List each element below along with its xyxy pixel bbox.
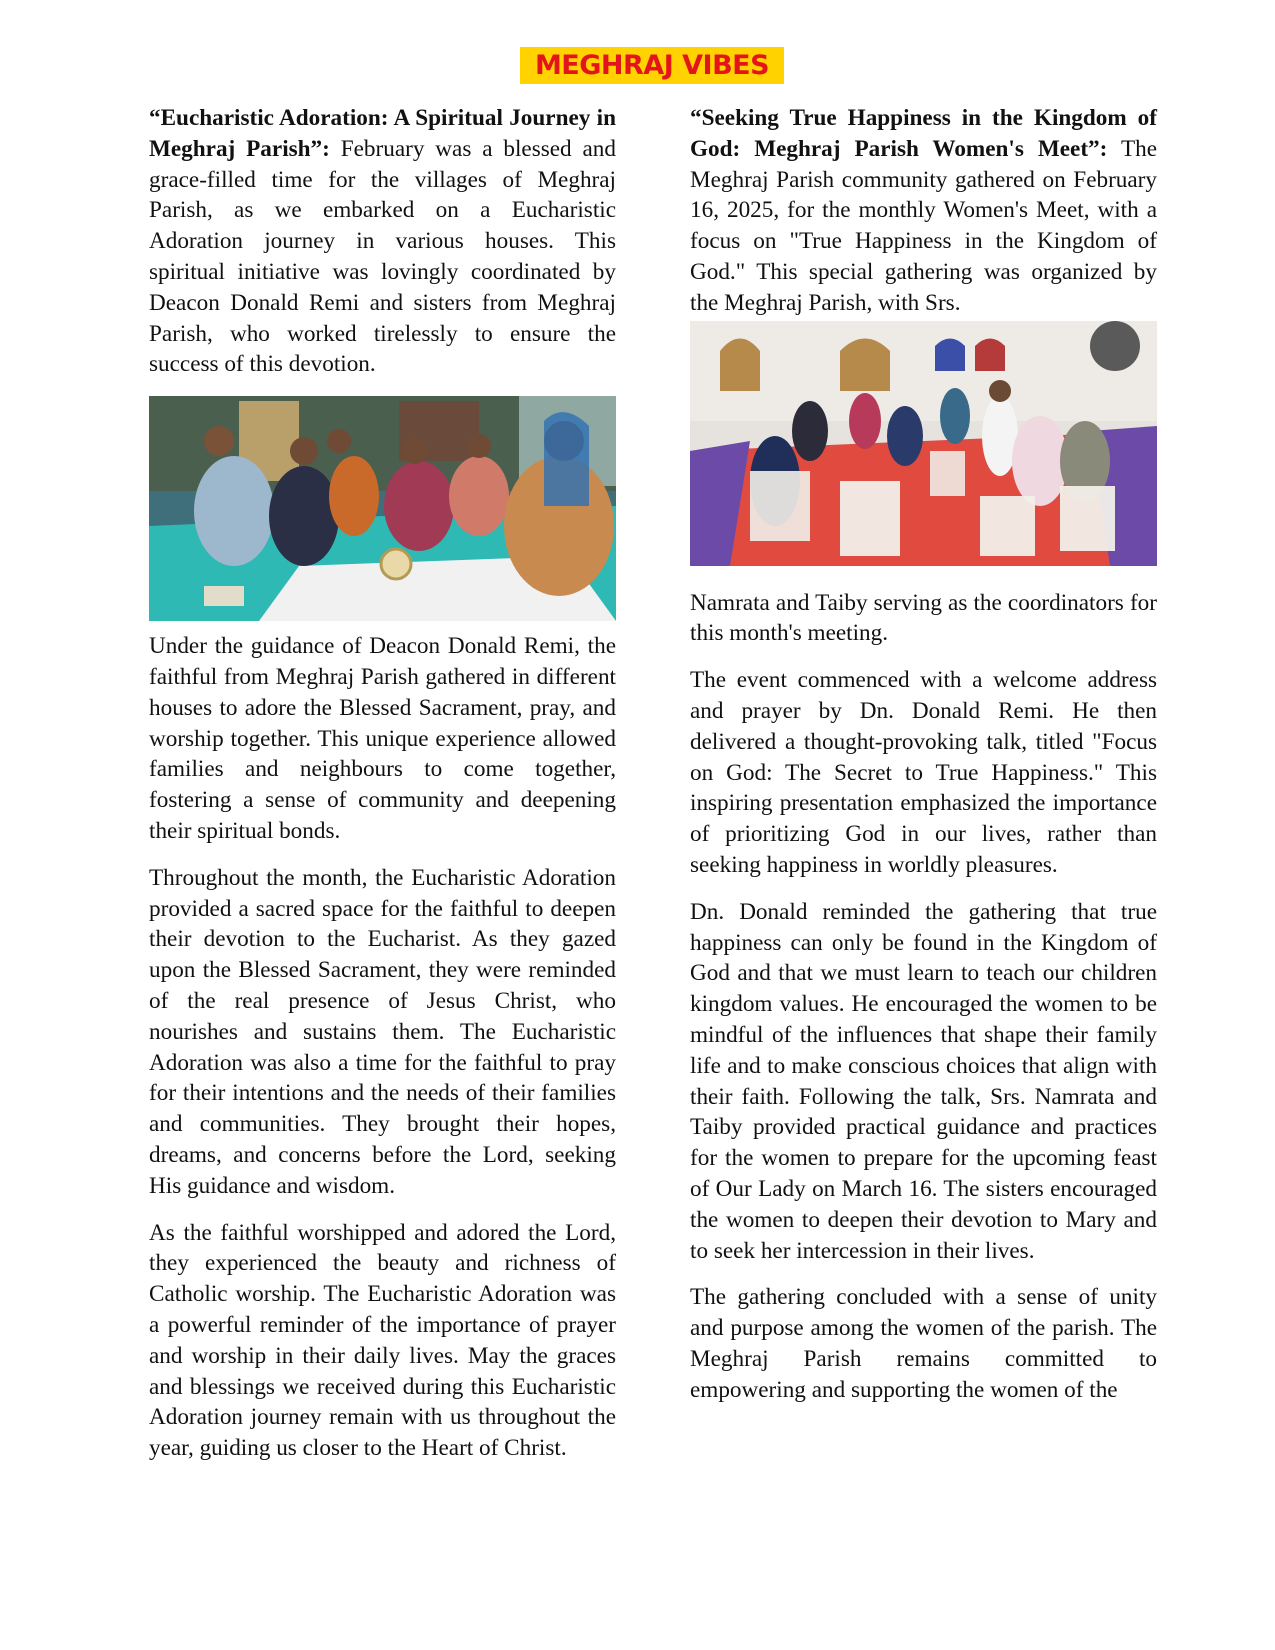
- adoration-photo: [149, 396, 616, 621]
- left-column: [149, 103, 616, 1480]
- womens-meet-photo: [690, 321, 1157, 566]
- left-article-heading: “Eucharistic Adoration: A Spiritual Journey in Meghraj Parish”:: [149, 105, 616, 162]
- right-column: [690, 103, 1157, 1422]
- left-paragraph-1: Under the guidance of Deacon Donald Remi, the faithful from Meghraj Parish gathered in different houses to adore the Blessed Sacrament, pray, and worship together. This unique experience allowed families and neighbours to come together, fostering a sense of community and deepening their spiritual bonds.: [149, 633, 616, 844]
- left-article-intro: [149, 103, 616, 380]
- right-paragraph-1: The event commenced with a welcome address and prayer by Dn. Donald Remi. He then delivered a thought-provoking talk, titled "Focus on God: The Secret to True Happiness." This inspiring presentation emphasized the importance of prioritizing God in our lives, rather than seeking happiness in worldly pleasures.: [690, 667, 1157, 878]
- right-paragraph-2: Dn. Donald reminded the gathering that true happiness can only be found in the Kingdom of God and that we must learn to teach our children kingdom values. He encouraged the women to be mindful of the influences that shape their family life and to make conscious choices that align with their faith. Following the talk, Srs. Namrata and Taiby provided practical guidance and practices for the women to prepare for the upcoming feast of Our Lady on March 16. The sisters encouraged the women to deepen their devotion to Mary and to seek her intercession in their lives.: [690, 898, 1157, 1264]
- left-paragraph-2: Throughout the month, the Eucharistic Adoration provided a sacred space for the faithful to deepen their devotion to the Eucharist. As they gazed upon the Blessed Sacrament, they were reminded of the real presence of Jesus Christ, who nourishes and sustains them. The Eucharistic Adoration was also a time for the faithful to pray for their intentions and the needs of their families and communities. They brought their hopes, dreams, and concerns before the Lord, seeking His guidance and wisdom.: [149, 864, 616, 1199]
- left-paragraph-3: As the faithful worshipped and adored the Lord, they experienced the beauty and richness of Catholic worship. The Eucharistic Adoration was a powerful reminder of the importance of prayer and worship in their daily lives. May the graces and blessings we received during this Eucharistic Adoration journey remain with us throughout the year, guiding us closer to the Heart of Christ.: [149, 1219, 616, 1462]
- right-article-heading: “Seeking True Happiness in the Kingdom of God: Meghraj Parish Women's Meet”:: [690, 105, 1157, 162]
- newsletter-banner: MEGHRAJ VIBES: [520, 47, 784, 84]
- right-paragraph-3: The gathering concluded with a sense of unity and purpose among the women of the parish. The Meghraj Parish remains committed to empowering and supporting the women of the: [690, 1284, 1157, 1403]
- left-article-intro-text: February was a blessed and grace-filled time for the villages of Meghraj Parish, as we embarked on a Eucharistic Adoration journey in various houses. This spiritual initiative was lovingly coordinated by Deacon Donald Remi and sisters from Meghraj Parish, who worked tirelessly to ensure the success of this devotion.: [149, 135, 616, 378]
- right-article-intro: [690, 103, 1157, 319]
- right-article-continuation: Namrata and Taiby serving as the coordinators for this month's meeting.: [690, 589, 1157, 647]
- right-article-intro-text: The Meghraj Parish community gathered on February 16, 2025, for the monthly Women's Meet, with a focus on "True Happiness in the Kingdom of God." This special gathering was organized by the Meghraj Parish, with Srs.: [690, 135, 1157, 316]
